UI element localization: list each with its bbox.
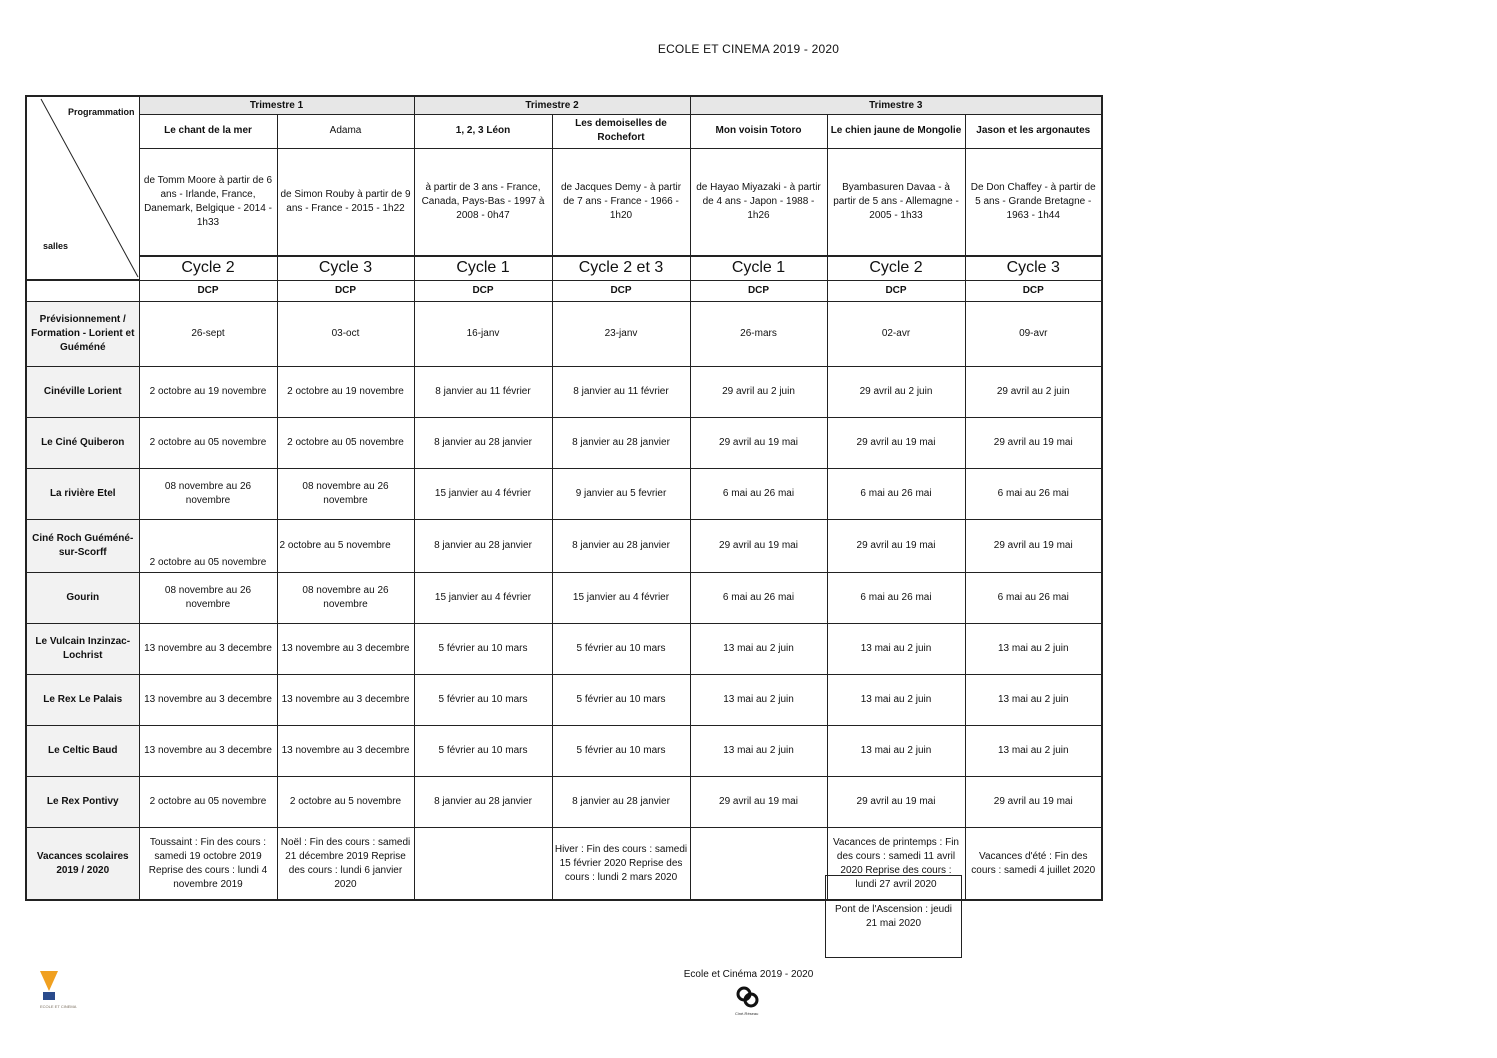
preview-date: 02-avr	[827, 302, 965, 367]
vacances-cell: Toussaint : Fin des cours : samedi 19 octobre 2019 Reprise des cours : lundi 4 novembre 2019	[139, 828, 277, 901]
venue-date: 5 février au 10 mars	[414, 726, 552, 777]
venue-date: 13 mai au 2 juin	[965, 726, 1102, 777]
venue-date: 5 février au 10 mars	[414, 624, 552, 675]
venue-name: Gourin	[26, 573, 139, 624]
venue-date: 13 mai au 2 juin	[827, 726, 965, 777]
venue-row	[26, 573, 1102, 624]
venue-date: 5 février au 10 mars	[552, 726, 690, 777]
venue-date: 8 janvier au 28 janvier	[414, 418, 552, 469]
venue-date: 29 avril au 2 juin	[965, 367, 1102, 418]
venue-date: 9 janvier au 5 fevrier	[552, 469, 690, 520]
venue-date: 29 avril au 19 mai	[965, 520, 1102, 573]
venue-name: La rivière Etel	[26, 469, 139, 520]
movie-description: De Don Chaffey - à partir de 5 ans - Grande Bretagne - 1963 - 1h44	[965, 148, 1102, 255]
venue-date: 13 mai au 2 juin	[965, 624, 1102, 675]
preview-row	[26, 302, 1102, 367]
movie-cycle: Cycle 1	[690, 256, 827, 280]
movie-cycle: Cycle 2 et 3	[552, 256, 690, 280]
movie-title: 1, 2, 3 Léon	[414, 115, 552, 149]
vacances-cell	[414, 828, 552, 901]
page-title: ECOLE ET CINEMA 2019 - 2020	[657, 42, 840, 56]
preview-date: 09-avr	[965, 302, 1102, 367]
venue-name: Le Celtic Baud	[26, 726, 139, 777]
corner-cell	[26, 96, 139, 280]
movie-title: Les demoiselles de Rochefort	[552, 115, 690, 149]
venue-date: 8 janvier au 11 février	[414, 367, 552, 418]
venue-date: 2 octobre au 5 novembre	[277, 777, 414, 828]
venue-date: 6 mai au 26 mai	[690, 469, 827, 520]
venue-row	[26, 675, 1102, 726]
venue-row	[26, 726, 1102, 777]
movie-format: DCP	[139, 280, 277, 302]
cine-reseau-logo-caption: Ciné-Réseau	[735, 1011, 759, 1016]
trimester-row	[26, 96, 1102, 115]
venue-date: 6 mai au 26 mai	[827, 573, 965, 624]
movie-description: à partir de 3 ans - France, Canada, Pays-Bas - 1997 à 2008 - 0h47	[414, 148, 552, 255]
movie-title: Jason et les argonautes	[965, 115, 1102, 149]
venue-date: 8 janvier au 28 janvier	[414, 520, 552, 573]
venue-date: 15 janvier au 4 février	[414, 469, 552, 520]
venue-date: 6 mai au 26 mai	[965, 573, 1102, 624]
venue-row	[26, 367, 1102, 418]
ascension-note: Pont de l'Ascension : jeudi 21 mai 2020	[825, 875, 962, 958]
schedule-table	[25, 95, 1103, 901]
venue-date: 5 février au 10 mars	[552, 675, 690, 726]
venue-date: 2 octobre au 05 novembre	[277, 418, 414, 469]
venue-date: 29 avril au 19 mai	[690, 777, 827, 828]
movie-cycle: Cycle 1	[414, 256, 552, 280]
trimester-header: Trimestre 1	[139, 96, 414, 115]
movie-format: DCP	[552, 280, 690, 302]
venue-date: 5 février au 10 mars	[414, 675, 552, 726]
venue-date: 08 novembre au 26 novembre	[277, 469, 414, 520]
venue-date: 29 avril au 19 mai	[965, 777, 1102, 828]
preview-date: 26-sept	[139, 302, 277, 367]
vacances-cell: Vacances de printemps : Fin des cours : samedi 11 avril 2020 Reprise des cours : lundi 27 avril 2020	[827, 828, 965, 901]
preview-label: Prévisionnement / Formation - Lorient et Guéméné	[26, 302, 139, 367]
preview-date: 16-janv	[414, 302, 552, 367]
cine-reseau-logo	[736, 986, 760, 1013]
venue-date: 6 mai au 26 mai	[827, 469, 965, 520]
venue-date: 6 mai au 26 mai	[965, 469, 1102, 520]
footer-text: Ecole et Cinéma 2019 - 2020	[683, 969, 814, 980]
venue-row	[26, 469, 1102, 520]
venue-date: 2 octobre au 05 novembre	[139, 418, 277, 469]
movie-format: DCP	[965, 280, 1102, 302]
venue-date: 08 novembre au 26 novembre	[139, 469, 277, 520]
venue-date: 2 octobre au 05 novembre	[139, 777, 277, 828]
movie-cycle: Cycle 2	[827, 256, 965, 280]
movie-description: de Jacques Demy - à partir de 7 ans - France - 1966 - 1h20	[552, 148, 690, 255]
venue-row	[26, 520, 1102, 573]
movie-description: de Tomm Moore à partir de 6 ans - Irlande, France, Danemark, Belgique - 2014 - 1h33	[139, 148, 277, 255]
cycle-row	[26, 256, 1102, 280]
venue-date: 29 avril au 19 mai	[965, 418, 1102, 469]
movie-description: de Hayao Miyazaki - à partir de 4 ans - Japon - 1988 - 1h26	[690, 148, 827, 255]
venue-date: 8 janvier au 28 janvier	[552, 418, 690, 469]
ecole-cinema-logo-caption: ECOLE ET CINEMA	[40, 1004, 77, 1009]
venue-date: 13 novembre au 3 decembre	[277, 675, 414, 726]
corner-programmation-label: Programmation	[67, 107, 135, 117]
trimester-header: Trimestre 3	[690, 96, 1102, 115]
venue-date: 2 octobre au 19 novembre	[139, 367, 277, 418]
movie-title: Le chien jaune de Mongolie	[827, 115, 965, 149]
venue-date: 13 novembre au 3 decembre	[139, 726, 277, 777]
vacances-cell: Noël : Fin des cours : samedi 21 décembre 2019 Reprise des cours : lundi 6 janvier 2020	[277, 828, 414, 901]
corner-salles-label: salles	[43, 241, 69, 251]
venue-row	[26, 777, 1102, 828]
venue-name: Cinéville Lorient	[26, 367, 139, 418]
preview-date: 03-oct	[277, 302, 414, 367]
movie-description-row	[26, 148, 1102, 255]
movie-title: Mon voisin Totoro	[690, 115, 827, 149]
format-row-label	[26, 280, 139, 302]
venue-date: 13 mai au 2 juin	[827, 624, 965, 675]
venue-date: 29 avril au 19 mai	[827, 418, 965, 469]
preview-date: 26-mars	[690, 302, 827, 367]
preview-date: 23-janv	[552, 302, 690, 367]
venue-name: Le Vulcain Inzinzac-Lochrist	[26, 624, 139, 675]
venue-row	[26, 624, 1102, 675]
venue-date: 08 novembre au 26 novembre	[277, 573, 414, 624]
venue-date: 8 janvier au 28 janvier	[414, 777, 552, 828]
movie-format: DCP	[414, 280, 552, 302]
movie-description: de Simon Rouby à partir de 9 ans - France - 2015 - 1h22	[277, 148, 414, 255]
movie-cycle: Cycle 2	[139, 256, 277, 280]
vacances-cell	[690, 828, 827, 901]
movie-title: Adama	[277, 115, 414, 149]
movie-format: DCP	[277, 280, 414, 302]
venue-date: 13 mai au 2 juin	[827, 675, 965, 726]
venue-date: 13 mai au 2 juin	[965, 675, 1102, 726]
venue-name: Le Ciné Quiberon	[26, 418, 139, 469]
vacances-cell: Hiver : Fin des cours : samedi 15 février 2020 Reprise des cours : lundi 2 mars 2020	[552, 828, 690, 901]
venue-date: 8 janvier au 28 janvier	[552, 520, 690, 573]
movie-cycle: Cycle 3	[277, 256, 414, 280]
venue-date: 29 avril au 19 mai	[827, 777, 965, 828]
venue-date: 29 avril au 2 juin	[690, 367, 827, 418]
movie-cycle: Cycle 3	[965, 256, 1102, 280]
movie-title: Le chant de la mer	[139, 115, 277, 149]
venue-date: 8 janvier au 28 janvier	[552, 777, 690, 828]
venue-date: 13 novembre au 3 decembre	[139, 624, 277, 675]
trimester-header: Trimestre 2	[414, 96, 690, 115]
venue-date: 15 janvier au 4 février	[414, 573, 552, 624]
venue-date: 08 novembre au 26 novembre	[139, 573, 277, 624]
vacances-cell: Vacances d'été : Fin des cours : samedi 4 juillet 2020	[965, 828, 1102, 901]
venue-date: 13 novembre au 3 decembre	[277, 726, 414, 777]
movie-title-row	[26, 115, 1102, 149]
venue-date: 6 mai au 26 mai	[690, 573, 827, 624]
venue-date: 13 mai au 2 juin	[690, 726, 827, 777]
movie-format: DCP	[690, 280, 827, 302]
venue-name: Le Rex Le Palais	[26, 675, 139, 726]
venue-row	[26, 418, 1102, 469]
venue-date: 29 avril au 19 mai	[690, 418, 827, 469]
venue-name: Ciné Roch Guéméné-sur-Scorff	[26, 520, 139, 573]
venue-date: 13 novembre au 3 decembre	[139, 675, 277, 726]
vacances-label: Vacances scolaires 2019 / 2020	[26, 828, 139, 901]
venue-date: 15 janvier au 4 février	[552, 573, 690, 624]
ecole-cinema-logo	[40, 971, 58, 1006]
movie-description: Byambasuren Davaa - à partir de 5 ans - Allemagne - 2005 - 1h33	[827, 148, 965, 255]
venue-date: 29 avril au 2 juin	[827, 367, 965, 418]
movie-format: DCP	[827, 280, 965, 302]
venue-date: 5 février au 10 mars	[552, 624, 690, 675]
venue-date: 2 octobre au 19 novembre	[277, 367, 414, 418]
venue-date: 13 novembre au 3 decembre	[277, 624, 414, 675]
venue-date: 2 octobre au 5 novembre	[277, 520, 414, 573]
venue-date: 29 avril au 19 mai	[827, 520, 965, 573]
venue-date: 29 avril au 19 mai	[690, 520, 827, 573]
venue-name: Le Rex Pontivy	[26, 777, 139, 828]
venue-date: 2 octobre au 05 novembre	[139, 520, 277, 573]
venue-date: 13 mai au 2 juin	[690, 675, 827, 726]
format-row	[26, 280, 1102, 302]
venue-date: 8 janvier au 11 février	[552, 367, 690, 418]
venue-date: 13 mai au 2 juin	[690, 624, 827, 675]
